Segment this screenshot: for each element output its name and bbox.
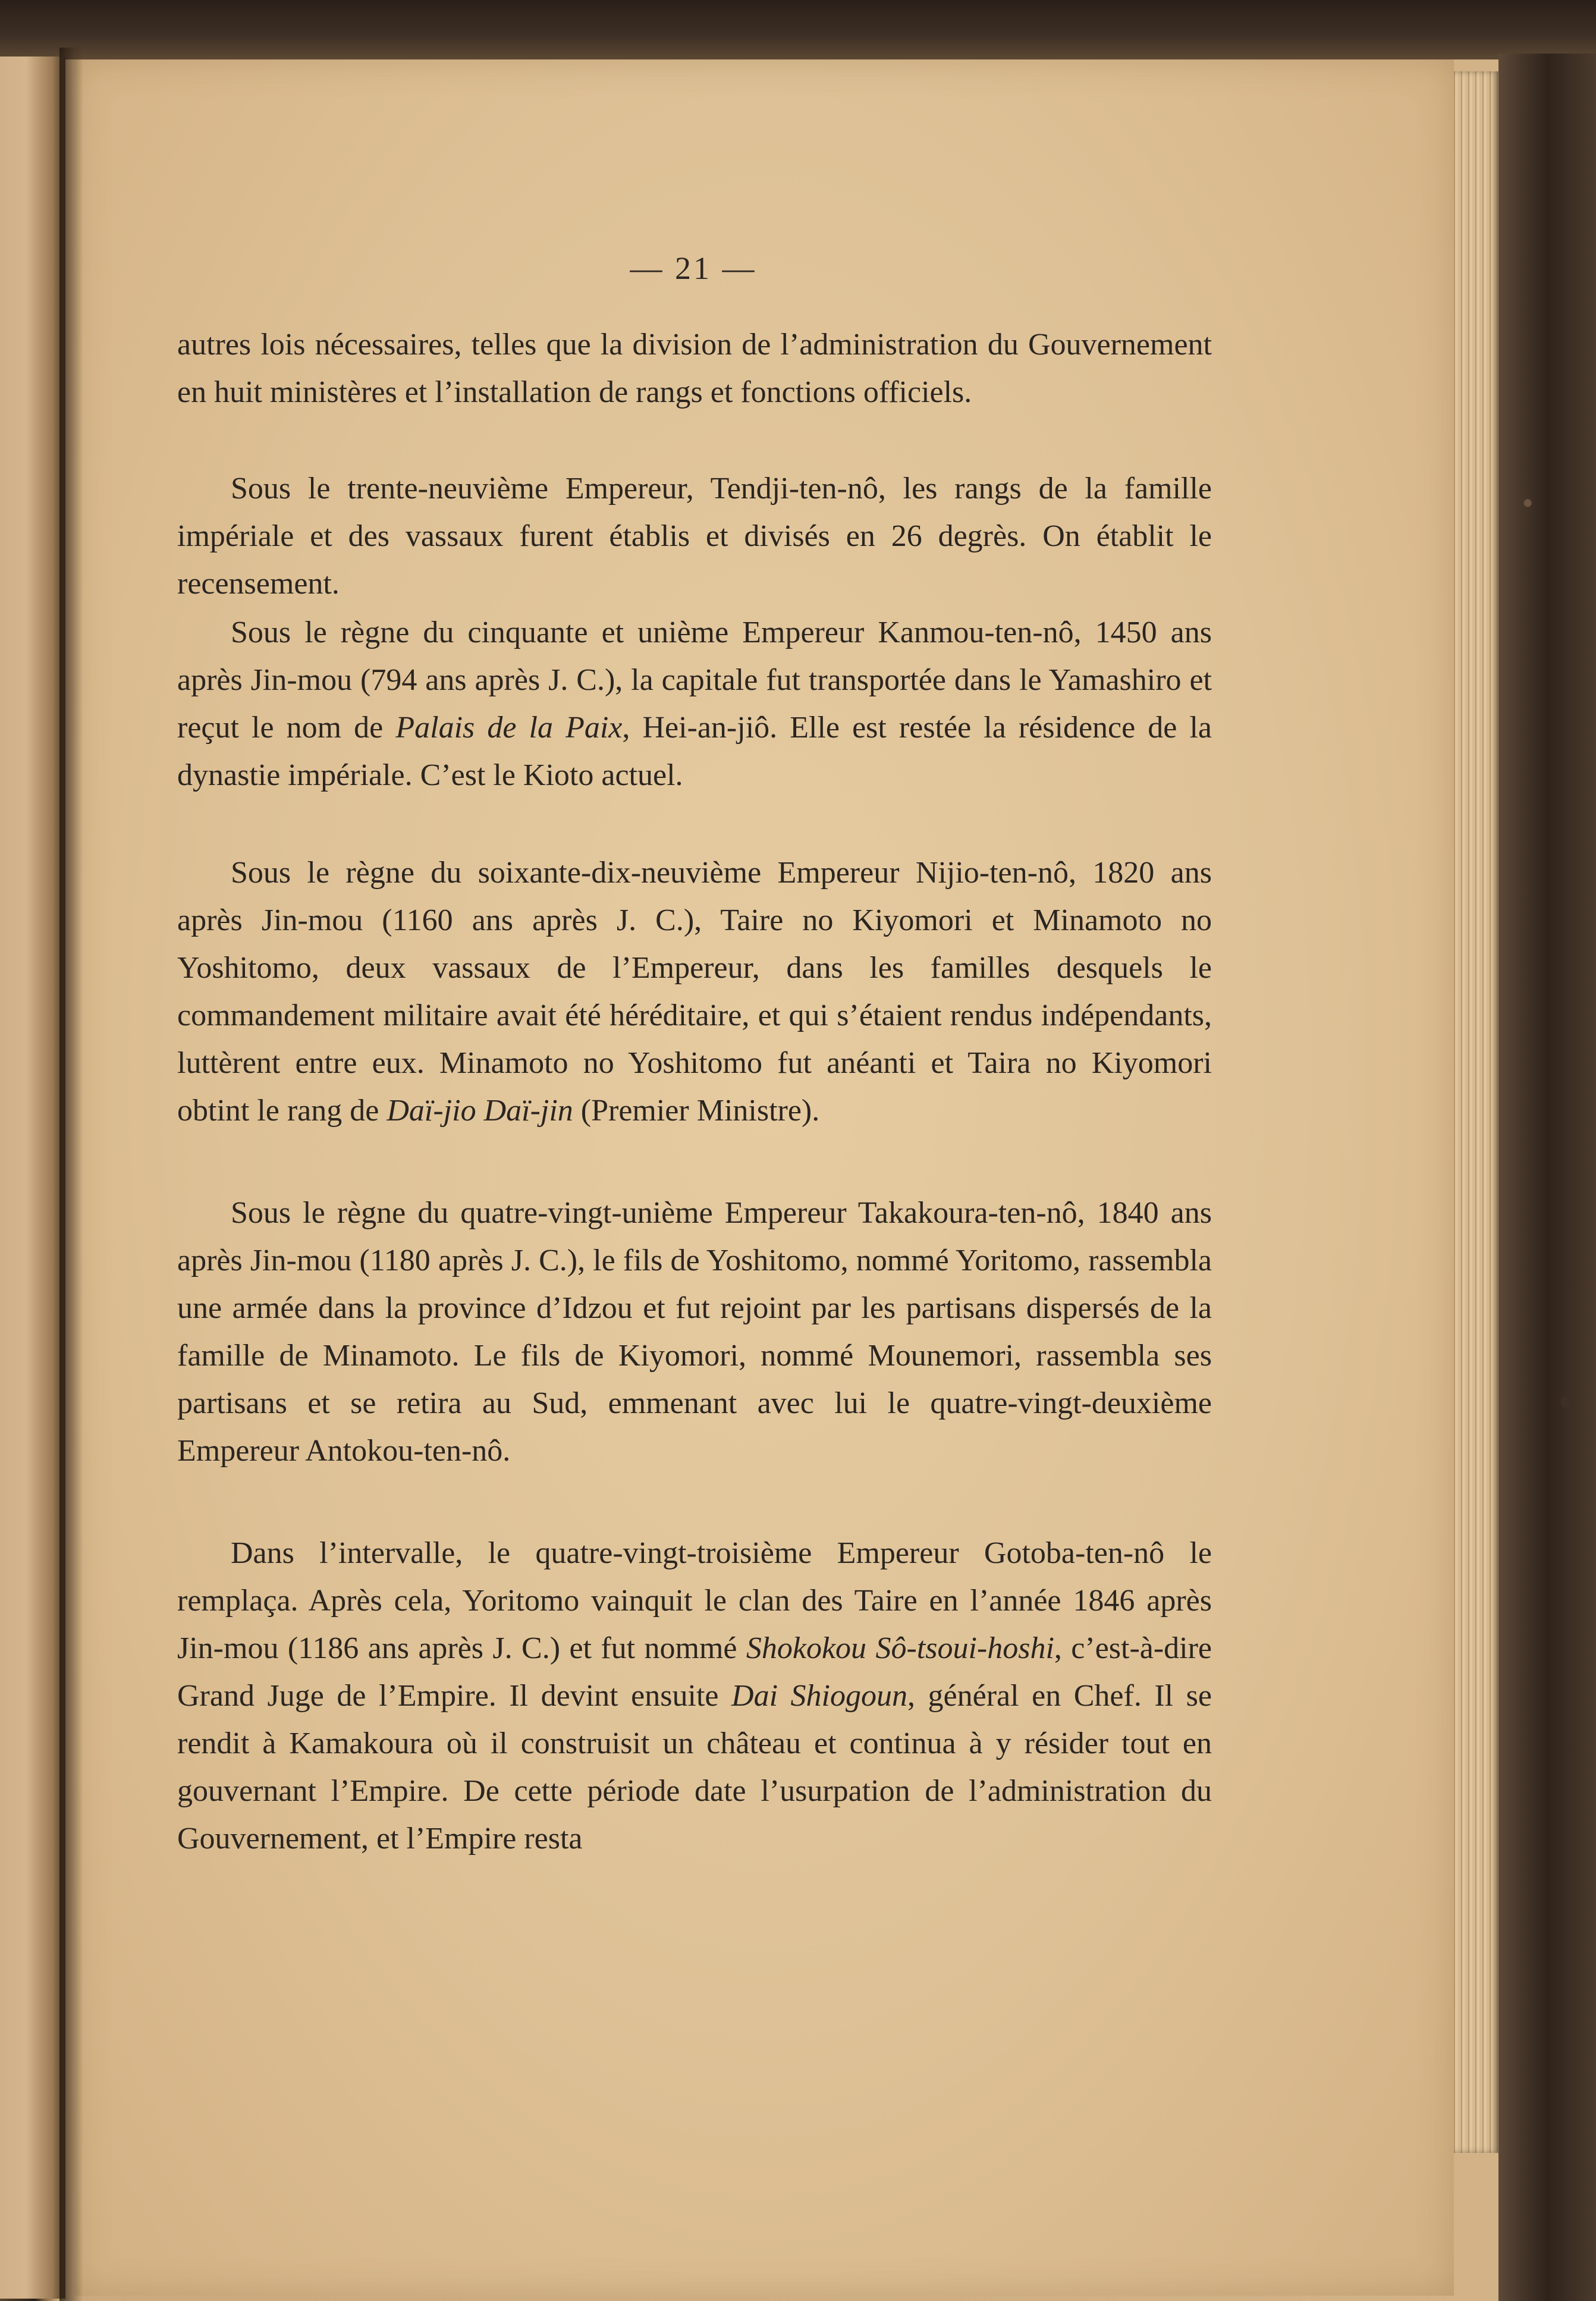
paragraph: Sous le trente-neuvième Empereur, Tendji-ten-nô, les rangs de la famille impériale et des vassaux furent établis et divisés en 26 degrès. On établit le recensement. bbox=[177, 472, 1212, 601]
facing-page-edge bbox=[0, 56, 65, 2299]
paragraph: Sous le règne du soixante-dix-neuvième Empereur Nijio-ten-nô, 1820 ans après Jin-mou (1160 ans après J. C.), Taire no Kiyomori et Minamoto no Yoshitomo, deux vassaux de l’Empereur, dans les familles desquels le commandement militaire avait été héréditaire, et qui s’étaient rendus indépendants, luttèrent entre eux. Minamoto no Yoshitomo fut anéanti et Taira no Kiyomori obtint le rang de Daï-jio Daï-jin (Premier Ministre). bbox=[177, 856, 1212, 1128]
paragraph: Sous le règne du cinquante et unième Empereur Kanmou-ten-nô, 1450 ans après Jin-mou (794 ans après J. C.), la capitale fut transportée dans le Yamashiro et reçut le nom de Palais de la Paix, Hei-an-jiô. Elle est restée la résidence de la dynastie impériale. C’est le Kioto actuel. bbox=[177, 616, 1212, 792]
spine-shadow bbox=[59, 48, 83, 2301]
paragraph: Sous le règne du quatre-vingt-unième Empereur Takakoura-ten-nô, 1840 ans après Jin-mou (1180 après J. C.), le fils de Yoshitomo, nommé Yoritomo, rassembla une armée dans la province d’Idzou et fut rejoint par les partisans dispersés de la famille de Minamoto. Le fils de Kiyomori, nommé Mounemori, rassembla ses partisans et se retira au Sud, emmenant avec lui le quatre-vingt-deuxième Empereur Antokou-ten-nô. bbox=[177, 1196, 1212, 1468]
page-edges bbox=[1451, 71, 1498, 2153]
page-number: — 21 — bbox=[630, 250, 757, 286]
scan-top-edge bbox=[0, 0, 1596, 59]
paragraph: Dans l’intervalle, le quatre-vingt-troisième Empereur Gotoba-ten-nô le remplaça. Après cela, Yoritomo vainquit le clan des Taire en l’année 1846 après Jin-mou (1186 ans après J. C.) et fut nommé Shokokou Sô-tsoui-hoshi, c’est-à-dire Grand Juge de l’Empire. Il devint ensuite Dai Shiogoun, général en Chef. Il se rendit à Kamakoura où il construisit un château et continua à y résider tout en gouvernant l’Empire. De cette période date l’usurpation de l’administration du Gouvernement, et l’Empire resta bbox=[177, 1536, 1212, 1856]
paragraph: autres lois nécessaires, telles que la division de l’administration du Gouvernement en huit ministères et l’installation de rangs et fonctions officiels. bbox=[177, 328, 1212, 409]
book-cover-edge bbox=[1498, 54, 1596, 2301]
